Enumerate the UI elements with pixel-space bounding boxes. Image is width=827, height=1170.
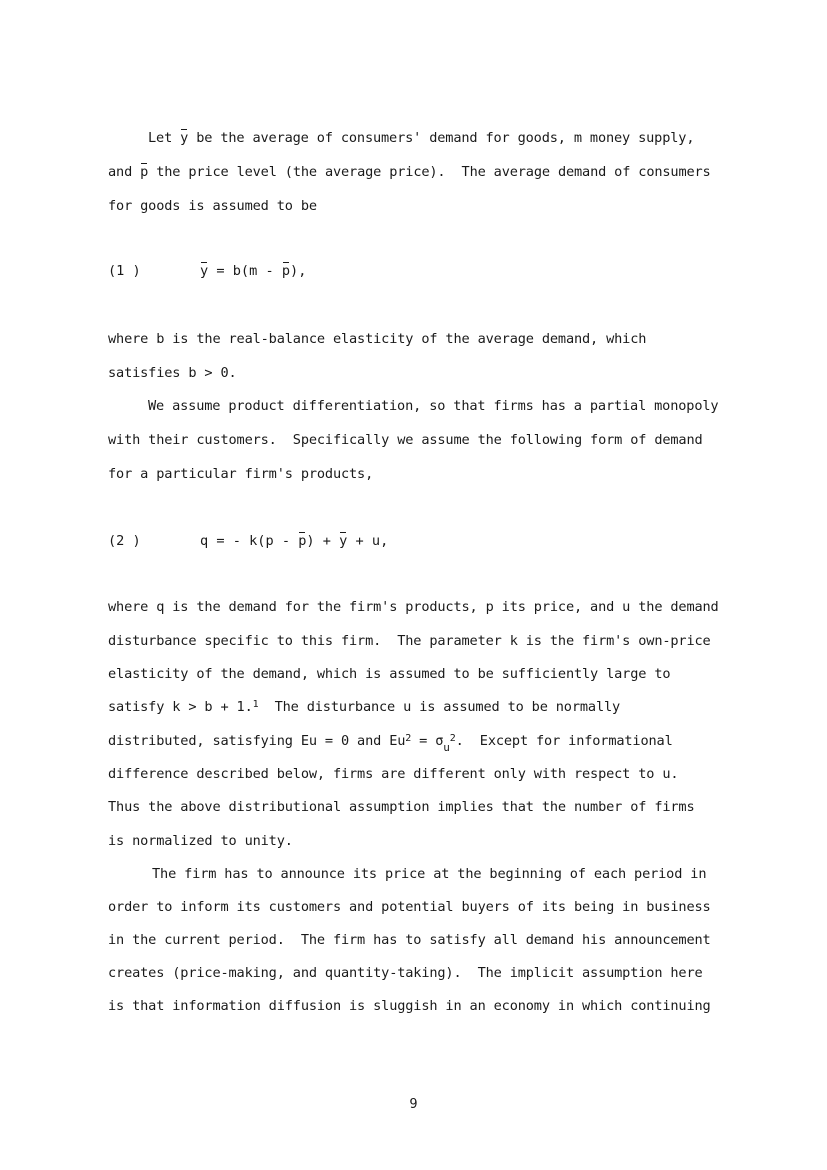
text-line: difference described below, firms are different only with respect to u. — [108, 766, 679, 782]
text-line: The firm has to announce its price at the beginning of each period in — [152, 866, 707, 882]
p-bar: p — [140, 164, 149, 180]
text-line: is normalized to unity. — [108, 833, 293, 849]
y-bar: y — [180, 130, 189, 146]
text-line: Let y be the average of consumers' demand for goods, m money supply, — [148, 130, 695, 146]
text-line: with their customers. Specifically we assume the following form of demand — [108, 432, 703, 448]
page-number: 9 — [409, 1096, 418, 1112]
text-line: disturbance specific to this firm. The parameter k is the firm's own-price — [108, 633, 711, 649]
footnote-marker: 1 — [252, 699, 259, 710]
equation-2: q = - k(p - p) + y + u, — [200, 533, 389, 549]
equation-number: (1 ) — [108, 263, 141, 279]
text-line: is that information diffusion is sluggish in an economy in which continuing — [108, 998, 711, 1014]
text-line: distributed, satisfying Eu = 0 and $Eu^2 = \sigma_u^2$. Except for informational — [108, 733, 673, 754]
sigma-symbol: σ — [435, 733, 444, 749]
equation-number: (2 ) — [108, 533, 141, 549]
equation-1: y = b(m - p), — [200, 263, 307, 279]
text-line: and p the price level (the average price). The average demand of consumers — [108, 164, 711, 180]
text-line: for goods is assumed to be — [108, 198, 317, 214]
text-line: in the current period. The firm has to satisfy all demand his announcement — [108, 932, 711, 948]
text-line: where b is the real-balance elasticity of the average demand, which — [108, 331, 647, 347]
text-line: elasticity of the demand, which is assumed to be sufficiently large to — [108, 666, 671, 682]
text-line: for a particular firm's products, — [108, 466, 374, 482]
text-line: satisfy k > b + 1.$^1$ The disturbance u is assumed to be normally — [108, 699, 621, 715]
text-line: We assume product differentiation, so that firms has a partial monopoly — [148, 398, 719, 414]
text-line: satisfies b > 0. — [108, 365, 237, 381]
text-line: Thus the above distributional assumption implies that the number of firms — [108, 799, 695, 815]
text-line: creates (price-making, and quantity-taking). The implicit assumption here — [108, 965, 703, 981]
text-line: order to inform its customers and potential buyers of its being in business — [108, 899, 711, 915]
text-line: where q is the demand for the firm's products, p its price, and u the demand — [108, 599, 719, 615]
